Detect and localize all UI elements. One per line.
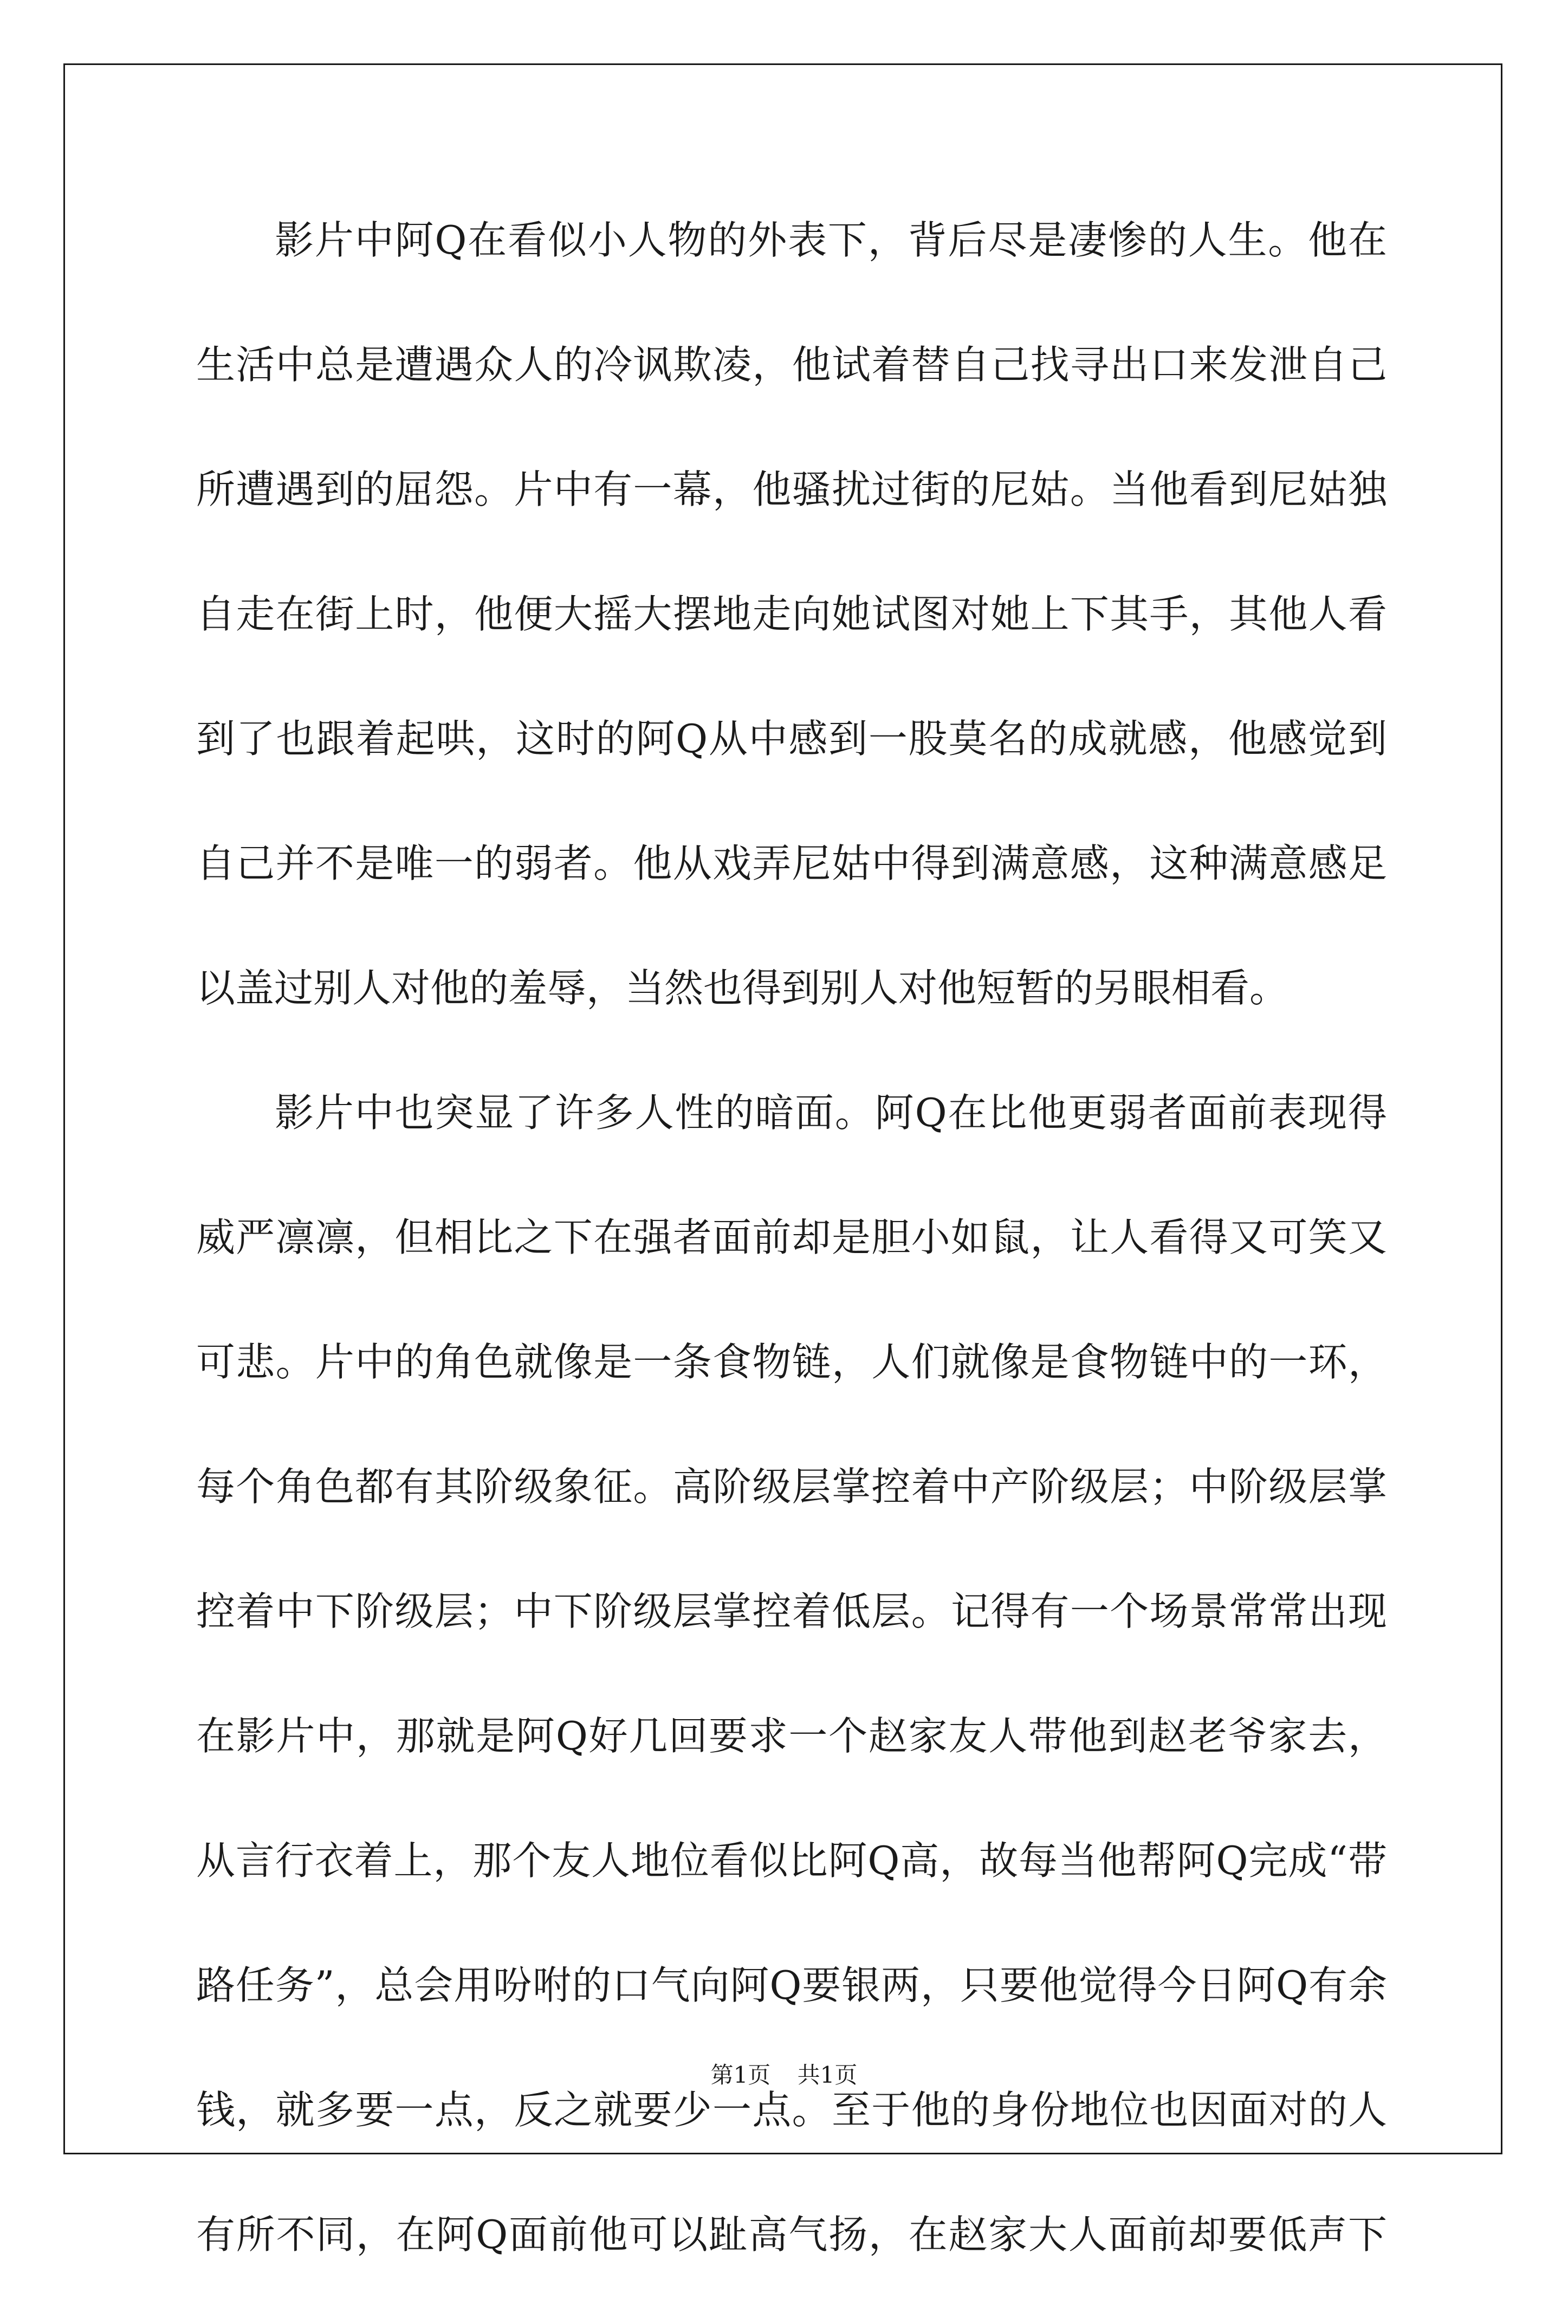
paragraph-2-line-5: 控着中下阶级层；中下阶级层掌控着低层。记得有一个场景常常出现	[196, 1589, 1387, 1634]
page-number: 第1页	[710, 2062, 771, 2088]
paragraph-2-line-4: 每个角色都有其阶级象征。高阶级层掌控着中产阶级层；中阶级层掌	[196, 1464, 1387, 1509]
document-body	[196, 205, 1387, 2324]
paragraph-2-line-8: 路任务”，总会用吩咐的口气向阿Q要银两，只要他觉得今日阿Q有余	[196, 1963, 1387, 2008]
paragraph-1-line-2: 生活中总是遭遇众人的冷讽欺凌，他试着替自己找寻出口来发泄自己	[196, 342, 1387, 388]
page-total: 共1页	[797, 2062, 858, 2088]
paragraph-2-line-2: 威严凛凛，但相比之下在强者面前却是胆小如鼠，让人看得又可笑又	[196, 1215, 1387, 1260]
paragraph-1-line-4: 自走在街上时，他便大摇大摆地走向她试图对她上下其手，其他人看	[196, 591, 1387, 637]
paragraph-1-line-7: 以盖过别人对他的羞辱，当然也得到别人对他短暂的另眼相看。	[196, 965, 1289, 1011]
paragraph-2-line-3: 可悲。片中的角色就像是一条食物链，人们就像是食物链中的一环，	[196, 1339, 1387, 1385]
paragraph-2-line-1: 影片中也突显了许多人性的暗面。阿Q在比他更弱者面前表现得	[275, 1090, 1387, 1135]
paragraph-2-line-6: 在影片中，那就是阿Q好几回要求一个赵家友人带他到赵老爷家去，	[196, 1713, 1387, 1759]
paragraph-1-line-1: 影片中阿Q在看似小人物的外表下，背后尽是凄惨的人生。他在	[275, 217, 1387, 263]
paragraph-2-line-10: 有所不同，在阿Q面前他可以趾高气扬，在赵家大人面前却要低声下	[196, 2212, 1387, 2257]
page-footer	[0, 2057, 1568, 2090]
paragraph-1-line-6: 自己并不是唯一的弱者。他从戏弄尼姑中得到满意感，这种满意感足	[196, 841, 1387, 886]
paragraph-1-line-3: 所遭遇到的屈怨。片中有一幕，他骚扰过街的尼姑。当他看到尼姑独	[196, 467, 1387, 512]
paragraph-1-line-5: 到了也跟着起哄，这时的阿Q从中感到一股莫名的成就感，他感觉到	[196, 716, 1387, 761]
paragraph-2-line-9: 钱，就多要一点，反之就要少一点。至于他的身份地位也因面对的人	[196, 2087, 1387, 2133]
paragraph-2-line-7: 从言行衣着上，那个友人地位看似比阿Q高，故每当他帮阿Q完成“带	[196, 1838, 1387, 1883]
